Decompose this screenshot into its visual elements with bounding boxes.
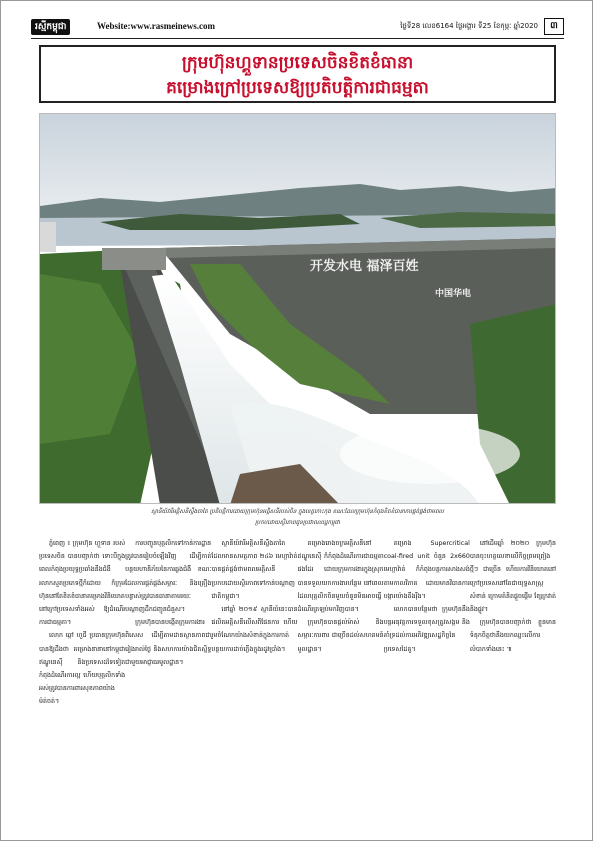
website-url: Website:www.rasmeinews.com xyxy=(97,21,215,31)
spray-mist xyxy=(340,424,520,484)
paragraph: គម្រោងរោងចក្រអគ្គិសនីនៅឥណ្ឌូនេស៊ី ក៏កំពុងដំណើរការជាធម្មតាផងដែរ ដោយក្រុមការងារក្នុងស្រុកបានទទួលយកការងារបន្ថែម នៅពេលដែលបុគ្គលិកចិនមួយចំនួនមិនអាចធ្វើដំណើរត្រឡប់មកវិញបាន។ xyxy=(297,540,384,614)
issue-date: ថ្ងៃទី28 លេខ6164 ថ្ងៃអង្គារ ទី25 ខែកុម្ភៈ ឆ្នាំ2020 xyxy=(400,22,538,30)
paragraph: លោកបានបន្ថែមថា ក្រុមហ៊ុននឹងបន្តអនុវត្តការទទួលខុសត្រូវសង្គម និងគាំទ្រដល់ការអភិវឌ្ឍសេដ្ឋកិច្ចនៃប្រទេសដៃគូ។ xyxy=(383,606,470,653)
dam-illustration xyxy=(40,114,556,504)
page-number: ៣ xyxy=(544,18,564,35)
paragraph: ក្រុមហ៊ុនបានផ្ដល់ម៉ាស់ និងសម្ភារៈការពារ ជាច្រើនដល់សហគមន៍មូលដ្ឋាន។ xyxy=(297,619,384,653)
article-column-1 xyxy=(39,537,125,819)
paragraph: ក្រុមហ៊ុនបានបង្កើតក្រុមការងារពិសេស ដើម្បីតាមដានស្ថានភាពជារៀងរាល់ថ្ងៃ និងសហការយ៉ាងជិតស្និទ្ធជាមួយអាជ្ញាធរមូលដ្ឋាន។ xyxy=(125,619,212,666)
article-body xyxy=(39,537,556,819)
newspaper-logo: រស្មីកម្ពុជា xyxy=(31,19,70,35)
paragraph: នៅដើមឆ្នាំ ២០២០ ក្រុមហ៊ុនបានចុះហត្ថលេខាលើកិច្ចព្រមព្រៀងថ្មីៗ ជាច្រើន ហើយការវិនិយោគនៅក្រៅប្រទេសនៅតែជាយុទ្ធសាស្ត្រសំខាន់ ក្រោមគំនិតផ្ដួចផ្ដើម ខ្សែក្រវាត់ និងផ្លូវ។ xyxy=(469,540,557,614)
article-column-5 xyxy=(384,537,470,819)
article-column-3 xyxy=(211,537,297,819)
paragraph: គម្រោង Supercritical coal-fired unit ចំនួន 2x660 មេហ្គាវ៉ាត់ ក៏កំពុងបន្តការសាងសង់តាមកាលវិភាគ ដោយមានវិធានការបង្ការយ៉ាងតឹងរ៉ឹង។ xyxy=(383,540,470,600)
headline-line-1: ក្រុមហ៊ុនហ្គួទានប្រទេសចិនខិតខំធានា xyxy=(181,53,414,73)
photo-caption xyxy=(39,507,556,531)
dam-photo xyxy=(39,113,556,504)
article-column-6 xyxy=(470,537,556,819)
paragraph: នៅឆ្នាំ ២០១៩ ស្ថានីយ៍នេះបានផលិតអគ្គិសនីលើសពីផែនការ ហើយរួមចំណែកយ៉ាងសំខាន់ក្នុងការកាត់បន្ថយការដាច់ភ្លើងក្នុងរដូវប្រាំង។ xyxy=(211,606,298,653)
headline-line-2: គម្រោងក្រៅប្រទេសឱ្យប្រតិបត្តិការជាធម្មតា xyxy=(166,78,429,98)
paragraph: ក្រុមហ៊ុនបានបញ្ជាក់ថា ខ្លួនមានទំនុកចិត្តថានឹងយកឈ្នះលើការលំបាកទាំងនេះ ៕ xyxy=(469,619,557,653)
article-column-4 xyxy=(298,537,384,819)
article-column-2 xyxy=(125,537,211,819)
headline xyxy=(39,45,556,103)
caption-line-2: ប្រកបដោយស្ថិរភាពជូនប្រជាពលរដ្ឋកម្ពុជា xyxy=(255,520,340,526)
paragraph: លោក ឆ្កៅ ហួជី ប្រធានក្រុមហ៊ុន បានឱ្យដឹងថា គម្រោងនានានៅកម្ពុជា ឥណ្ឌូនេស៊ី និងប្រទេសដទៃទៀត កំពុងដំណើរការល្អ ហើយបុគ្គលិកទាំងអស់ត្រូវបានការពារសុខភាពយ៉ាងម៉ត់ចត់។ xyxy=(39,632,126,706)
dam-sign-chinese: 开发水电 福泽百姓 xyxy=(310,259,419,274)
paragraph: ស្ថានីយ៍វារីអគ្គិសនីស្ទឹងតាតៃ ដែលមានសមត្ថភាព ២៤៦ មេហ្គាវ៉ាត់ បានផ្គត់ផ្គង់ថាមពលអគ្គិសនីប្រកបដោយស្ថិរភាពទៅកាន់បណ្ដាញជាតិកម្ពុជា។ xyxy=(211,540,298,600)
dam-sign-company: 中国华电 xyxy=(435,289,472,299)
paragraph: ការបញ្ជូនបុគ្គលិកទៅកាន់ការដ្ឋាន ត្រូវបានរៀបចំឡើងវិញ ដើម្បីកាត់បន្ថយហានិភ័យនៃការឆ្លងជំងឺ ខណៈដែលការផ្គត់ផ្គង់សម្ភារៈ និងគ្រឿងបន្លាស់ត្រូវបានធានាតាមរយៈបណ្ដាញដឹកជញ្ជូនជំនួស។ xyxy=(125,540,212,614)
paragraph: ភ្នំពេញ ៖ ក្រុមហ៊ុន ហ្គួទាន របស់ប្រទេសចិន បានបញ្ជាក់ថា ទោះបីក្នុងពេលកំពុងប្រយុទ្ធប្រឆាំងនឹងជំងឺរលាកសួតប្រភេទថ្មីក៏ដោយ ក៏ក្រុមហ៊ុននៅតែខិតខំធានាគម្រោងវិនិយោគនៅក្រៅប្រទេសទាំងអស់ ឱ្យដំណើរការជាធម្មតា។ xyxy=(39,540,126,627)
page-header xyxy=(31,17,564,39)
caption-line-1: ស្ថានីយ៍វារីអគ្គិសនីស្ទឹងតាតៃ ប្រតិបត្តិការដោយក្រុមហ៊ុនអគ្គិសនីរបស់ចិន ក្នុងខេត្តកោះកុង ខណៈដែលក្រុមហ៊ុនកំពុងខិតខំធានាការផ្គត់ផ្គង់ថាមពល xyxy=(151,509,444,515)
